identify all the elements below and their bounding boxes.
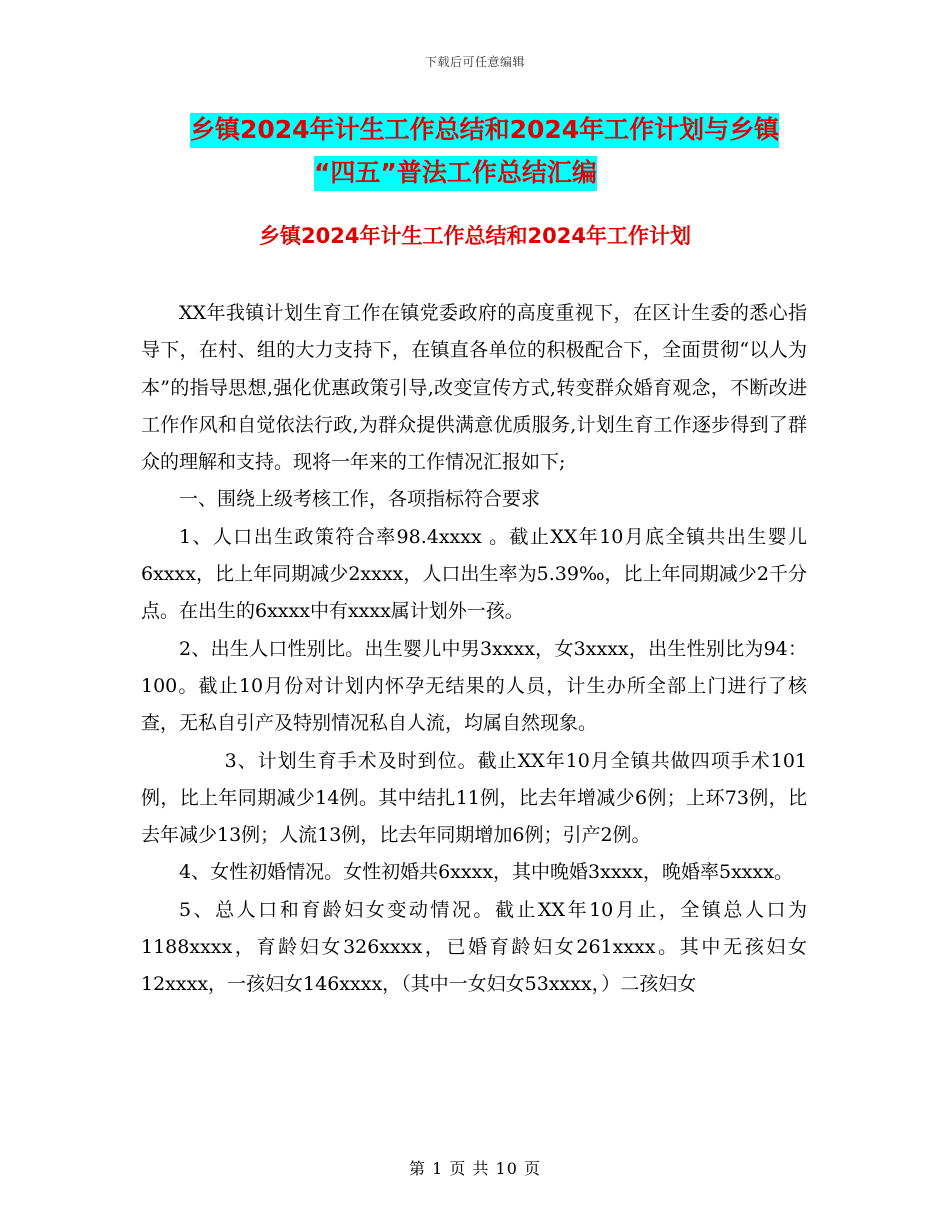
paragraph-item-2: 2、出生人口性别比。出生婴儿中男3xxxx，女3xxxx，出生性别比为94：100。截止10月份对计划内怀孕无结果的人员，计生办所全部上门进行了核查，无私自引产及特别情况私自人流，均属自然现象。 xyxy=(141,637,807,735)
title-line-2 xyxy=(190,151,830,194)
title-line-1-text: 乡镇2024年计生工作总结和2024年工作计划与乡镇 xyxy=(190,113,779,148)
header-note: 下载后可任意编辑 xyxy=(424,55,525,69)
paragraph-item-3: 3、计划生育手术及时到位。截止XX年10月全镇共做四项手术101例，比上年同期减少14例。其中结扎11例，比去年增减少6例；上环73例，比去年减少13例；人流13例，比去年同期增加6例；引产2例。 xyxy=(141,749,807,847)
paragraph-intro: XX年我镇计划生育工作在镇党委政府的高度重视下，在区计生委的悉心指导下，在村、组的大力支持下，在镇直各单位的积极配合下，全面贯彻“以人为本”的指导思想,强化优惠政策引导,改变宣传方式,转变群众婚育观念，不断改进工作作风和自觉依法行政,为群众提供满意优质服务,计划生育工作逐步得到了群众的理解和支持。现将一年来的工作情况汇报如下; xyxy=(141,302,807,474)
document-title xyxy=(190,108,830,194)
paragraph-item-4: 4、女性初婚情况。女性初婚共6xxxx，其中晚婚3xxxx，晚婚率5xxxx。 xyxy=(179,861,793,884)
paragraph-item-5: 5、总人口和育龄妇女变动情况。截止XX年10月止，全镇总人口为1188xxxx，育龄妇女326xxxx，已婚育龄妇女261xxxx。其中无孩妇女12xxxx，一孩妇女146xxxx，（其中一女妇女53xxxx，）二孩妇女 xyxy=(141,898,807,996)
page-footer: 第 1 页 共 10 页 xyxy=(409,1159,541,1178)
paragraph-heading-1: 一、围绕上级考核工作，各项指标符合要求 xyxy=(179,488,541,511)
section-title: 乡镇2024年计生工作总结和2024年工作计划 xyxy=(259,224,691,248)
body-text xyxy=(141,295,807,1004)
title-line-1 xyxy=(190,108,830,151)
title-line-2-text: “四五”普法工作总结汇编 xyxy=(314,156,597,191)
paragraph-item-1: 1、人口出生政策符合率98.4xxxx 。截止XX年10月底全镇共出生婴儿6xxxx，比上年同期减少2xxxx，人口出生率为5.39‰，比上年同期减少2千分点。在出生的6xxxx中有xxxx属计划外一孩。 xyxy=(141,525,807,623)
